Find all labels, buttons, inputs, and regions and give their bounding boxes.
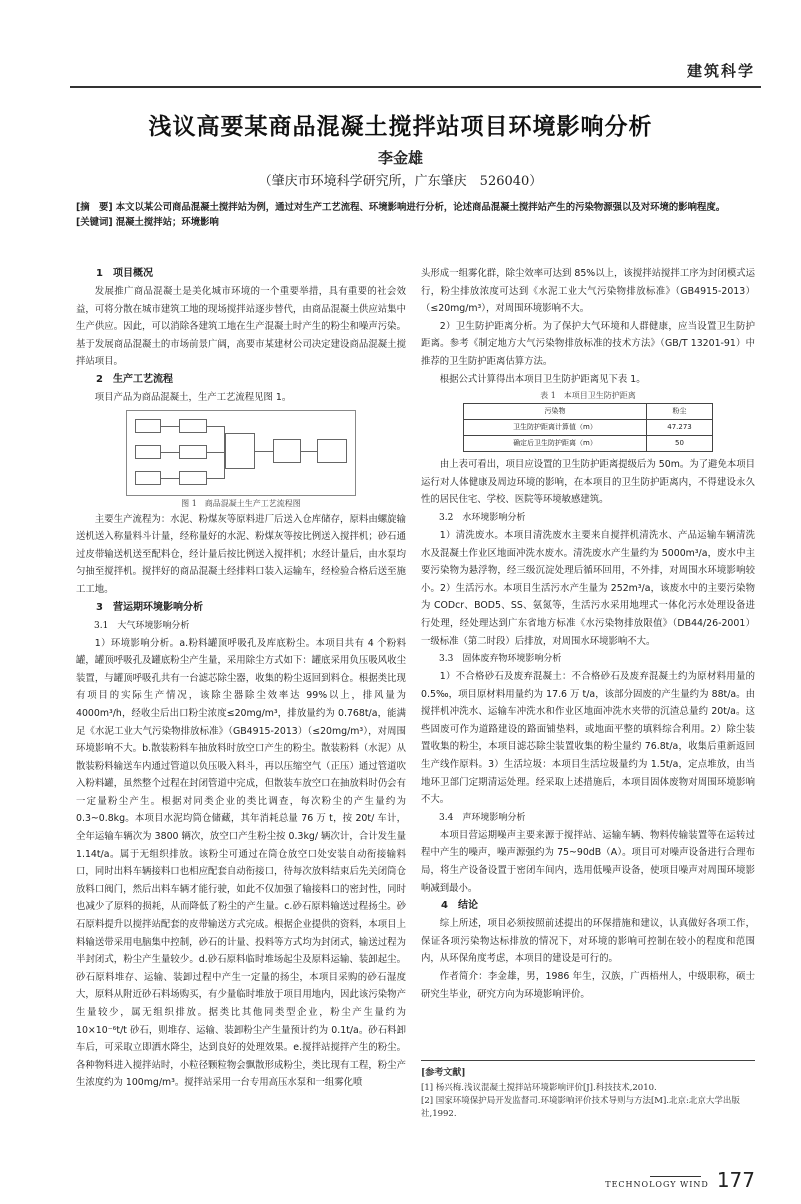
flow-box — [135, 471, 161, 485]
heading-3-2: 3.2 水环境影响分析 — [439, 512, 526, 523]
left-column — [76, 265, 406, 1092]
table-cell: 47.273 — [646, 420, 712, 436]
table-header-cell: 污染物 — [464, 404, 647, 420]
flow-box — [179, 471, 207, 485]
header-rule — [70, 86, 761, 88]
flow-box — [135, 419, 161, 433]
page-number: 177 — [716, 1168, 755, 1192]
footer — [605, 1168, 755, 1192]
flow-arrow — [161, 452, 179, 453]
table-cell: 确定后卫生防护距离（m） — [464, 436, 647, 452]
heading-2: 2 生产工艺流程 — [96, 373, 173, 385]
abstract-block — [76, 200, 755, 230]
table-header-cell: 粉尘 — [646, 404, 712, 420]
journal-name: TECHNOLOGY WIND — [605, 1180, 709, 1189]
references-title: [参考文献] — [421, 1068, 466, 1078]
heading-3-1: 3.1 大气环境影响分析 — [94, 620, 190, 631]
table-cell: 50 — [646, 436, 712, 452]
flow-arrow — [161, 426, 179, 427]
heading-4: 4 结论 — [441, 900, 478, 912]
author-bio: 作者简介：李金雄，男，1986 年生，汉族，广西梧州人，中级职称，硕士研究生毕业，研究方向为环境影响评价。 — [421, 971, 755, 1000]
protection-distance-table — [463, 403, 713, 452]
flow-arrow — [207, 426, 225, 427]
flow-arrow — [224, 426, 225, 479]
affiliation: （肇庆市环境科学研究所，广东肇庆 526040） — [258, 174, 543, 189]
flow-box — [135, 445, 161, 459]
right-column — [421, 265, 755, 1003]
table-header-row — [464, 404, 713, 420]
heading-3-4: 3.4 声环境影响分析 — [439, 812, 526, 823]
keywords-label: [关键词] — [76, 217, 113, 228]
paragraph: 1）环境影响分析。a.粉料罐顶呼吸孔及库底粉尘。本项目共有 4 个粉料罐，罐顶呼吸孔及罐底粉尘产生量，采用除尘方式如下：罐底采用负压吸风收尘装置，与罐顶呼吸孔共有一台滤芯除尘器，收集的粉尘返回到料仓。根据类比现有项目的实际生产情况，该除尘器除尘效率达 99%以上，排风量为 4000m³/h，经收尘后出口粉尘浓度≤20mg/m³，排放量约为 0.768t/a，能满足《水泥工业大气污染物排放标准》（GB4915-2013）（≤20mg/m³），对周围环境影响不大。b.散装粉料车抽放料时放空口产生的粉尘。散装粉料（水泥）从散装粉料输送车内通过管道以负压吸入料斗，再以压缩空气（正压）通过管道吹入粉料罐，虽然整个过程在封闭管道中完成，但散装车放空口在抽放料时仍会有一定量粉尘产生。根据对同类企业的类比调查，每次粉尘的产生量约为 0.3~0.8kg。本项目水泥均筒仓储藏，其年消耗总量 76 万 t，按 20t/ 车计，全年运输车辆次为 3800 辆次，放空口产生粉尘按 0.3kg/ 辆次计，合计发生量 1.14t/a。属于无组织排放。该粉尘可通过在筒仓放空口处安装自动衔接输料口，同时出料车辆接料口也相应配套自动衔接口，待每次放料结束后先关闭筒仓放料口阀门，然后出料车辆才能行驶，如此不仅加强了输接料口的密封性，同时也减少了原料的损耗，从而降低了粉尘的产生量。c.砂石原料输送过程扬尘。砂石原料提升以搅拌站配套的皮带输送方式完成。根据企业提供的资料，本项目上料输送带采用电脑集中控制，砂石的计量、投料等方式均为封闭式，输送过程为半封闭式，粉尘产生量较少。d.砂石原料临时堆场起尘及原料运输、装卸起尘。砂石原料堆存、运输、装卸过程中产生一定量的扬尘，本项目采购的砂石湿度大，原料从附近砂石料场购买，有少量临时堆放于项目用地内，因此该污染物产生量较少，属无组织排放。据类比其他同类型企业，粉尘产生量约为 10×10⁻⁶t/t 砂石，则堆存、运输、装卸粉尘产生量预计约为 0.1t/a。砂石料卸车后，可采取立即洒水降尘，达到良好的处理效果。e.搅拌站搅拌产生的粉尘。各种物料进入搅拌站时，小粒径颗粒物会飘散形成粉尘，类比现有工程，粉尘产生浓度约为 100mg/m³。搅拌站采用一台专用高压水泵和一组雾化喷 — [76, 637, 406, 1089]
abstract-text: 本文以某公司商品混凝土搅拌站为例，通过对生产工艺流程、环境影响进行分析，论述商品混凝土搅拌站产生的污染物源强以及对环境的影响程度。 — [115, 202, 726, 213]
paragraph: 综上所述，项目必须按照前述提出的环保措施和建议，认真做好各项工作，保证各项污染物达标排放的情况下，对环境的影响可控制在较小的程度和范围内，从环保角度考虑，本项目的建设是可行的。 — [421, 918, 755, 965]
heading-1: 1 项目概况 — [96, 268, 153, 279]
flow-arrow — [161, 478, 179, 479]
paragraph: 发展推广商品混凝土是美化城市环境的一个重要举措，具有重要的社会效益，可将分散在城市建筑工地的现场搅拌站逐步替代，由商品混凝土供应站集中生产供应。因此，可以消除各建筑工地在生产混凝土时产生的粉尘和噪声污染。基于发展商品混凝土的市场前景广阔，高要市某建材公司决定建设商品混凝土搅拌站项目。 — [76, 286, 406, 368]
paragraph: 由上表可看出，项目应设置的卫生防护距离提级后为 50m。为了避免本项目运行对人体健康及周边环境的影响，在本项目的卫生防护距离内，不得建设永久性的居民住宅、学校、医院等环境敏感建筑。 — [421, 459, 755, 506]
flow-arrow — [207, 478, 225, 479]
paragraph: 根据公式计算得出本项目卫生防护距离见下表 1。 — [439, 373, 646, 385]
table-caption: 表 1 本项目卫生防护距离 — [540, 391, 636, 401]
process-flow-figure — [126, 410, 356, 496]
keywords — [76, 215, 755, 230]
flow-arrow — [255, 451, 273, 452]
flow-box — [179, 445, 207, 459]
paragraph: 2）卫生防护距离分析。为了保护大气环境和人群健康，应当设置卫生防护距离。参考《制定地方大气污染物排放标准的技术方法》（GB/T 13201-91）中推荐的卫生防护距离估算方法。 — [421, 320, 755, 367]
figure-caption: 图 1 商品混凝土生产工艺流程图 — [181, 498, 301, 508]
section-tag: 建筑科学 — [686, 62, 755, 80]
reference-item: [2] 国家环境保护局开发监督司.环境影响评价技术导则与方法[M].北京:北京大学出版社,1992. — [421, 1096, 740, 1119]
flow-box — [273, 439, 301, 463]
paragraph: 本项目营运期噪声主要来源于搅拌站、运输车辆、物料传输装置等在运转过程中产生的噪声，噪声源强约为 75~90dB（A）。项目可对噪声设备进行合理布局，将生产设备设置于密闭车间内，选用低噪声设备，使项目噪声对周围环境影响减到最小。 — [421, 829, 755, 894]
paragraph: 头形成一组雾化群，除尘效率可达到 85%以上，该搅拌站搅拌工序为封闭模式运行，粉尘排放浓度可达到《水泥工业大气污染物排放标准》（GB4915-2013）（≤20mg/m³），对周围环境影响不大。 — [421, 268, 755, 315]
paragraph: 主要生产流程为：水泥、粉煤灰等原料进厂后送入仓库储存，原料由螺旋输送机送入称量料斗计量，经称量好的水泥、粉煤灰等按比例送入搅拌机；砂石通过皮带输送机送至配料仓，经计量后按比例送入搅拌机；水经计量后，由水泵均匀抽至搅拌机。搅拌好的商品混凝土经排料口装入运输车，经检验合格后送至施工工地。 — [76, 513, 406, 595]
references — [421, 1060, 755, 1121]
heading-3: 3 营运期环境影响分析 — [96, 601, 203, 613]
reference-item: [1] 杨兴梅.浅议混凝土搅拌站环境影响评价[J].科技技术,2010. — [421, 1083, 657, 1093]
heading-3-3: 3.3 固体废弃物环境影响分析 — [439, 654, 562, 665]
keywords-text: 混凝土搅拌站；环境影响 — [115, 217, 219, 228]
paragraph: 1）不合格砂石及废弃混凝土：不合格砂石及废弃混凝土约为原材料用量的 0.5‰，项目原材料用量约为 17.6 万 t/a，该部分固废的产生量约为 88t/a。由搅拌机冲洗水、运输车冲洗水和作业区地面冲洗水夹带的沉渣总量约 20t/a。这些固废可作为道路建设的路面铺垫料，或地面平整的填料综合利用。2）除尘装置收集的粉尘，本项目滤芯除尘装置收集的粉尘量约 76.8t/a，收集后重新返回生产线作原料。3）生活垃圾：本项目生活垃圾量约为 1.5t/a，定点堆放，由当地环卫部门定期清运处理。经采取上述措施后，本项目固体废物对周围环境影响不大。 — [421, 671, 755, 806]
article-title: 浅议高要某商品混凝土搅拌站项目环境影响分析 — [148, 113, 653, 140]
abstract — [76, 200, 755, 215]
table-cell: 卫生防护距离计算值（m） — [464, 420, 647, 436]
flow-arrow — [207, 452, 225, 453]
table-row — [464, 436, 713, 452]
abstract-label: [摘 要] — [76, 202, 113, 213]
flow-box — [317, 439, 347, 463]
flow-arrow — [301, 451, 317, 452]
paragraph: 项目产品为商品混凝土，生产工艺流程见图 1。 — [94, 391, 292, 403]
author: 李金雄 — [377, 149, 423, 167]
flow-box — [179, 419, 207, 433]
flow-box — [225, 433, 255, 469]
table-row — [464, 420, 713, 436]
paragraph: 1）清洗废水。本项目清洗废水主要来自搅拌机清洗水、产品运输车辆清洗水及混凝土作业区地面冲洗水废水。清洗废水产生量约为 5000m³/a，废水中主要污染物为悬浮物，经三级沉淀处理后循环回用，不外排，对周围水环境影响较小。2）生活污水。本项目生活污水产生量为 252m³/a，该废水中的主要污染物为 CODcr、BOD5、SS、氨氮等，生活污水采用地埋式一体化污水处理设备进行处理，经处理达到广东省地方标准《水污染物排放限值》（DB44/26-2001）一级标准（第二时段）后排放，对周围水环境影响不大。 — [421, 529, 755, 647]
